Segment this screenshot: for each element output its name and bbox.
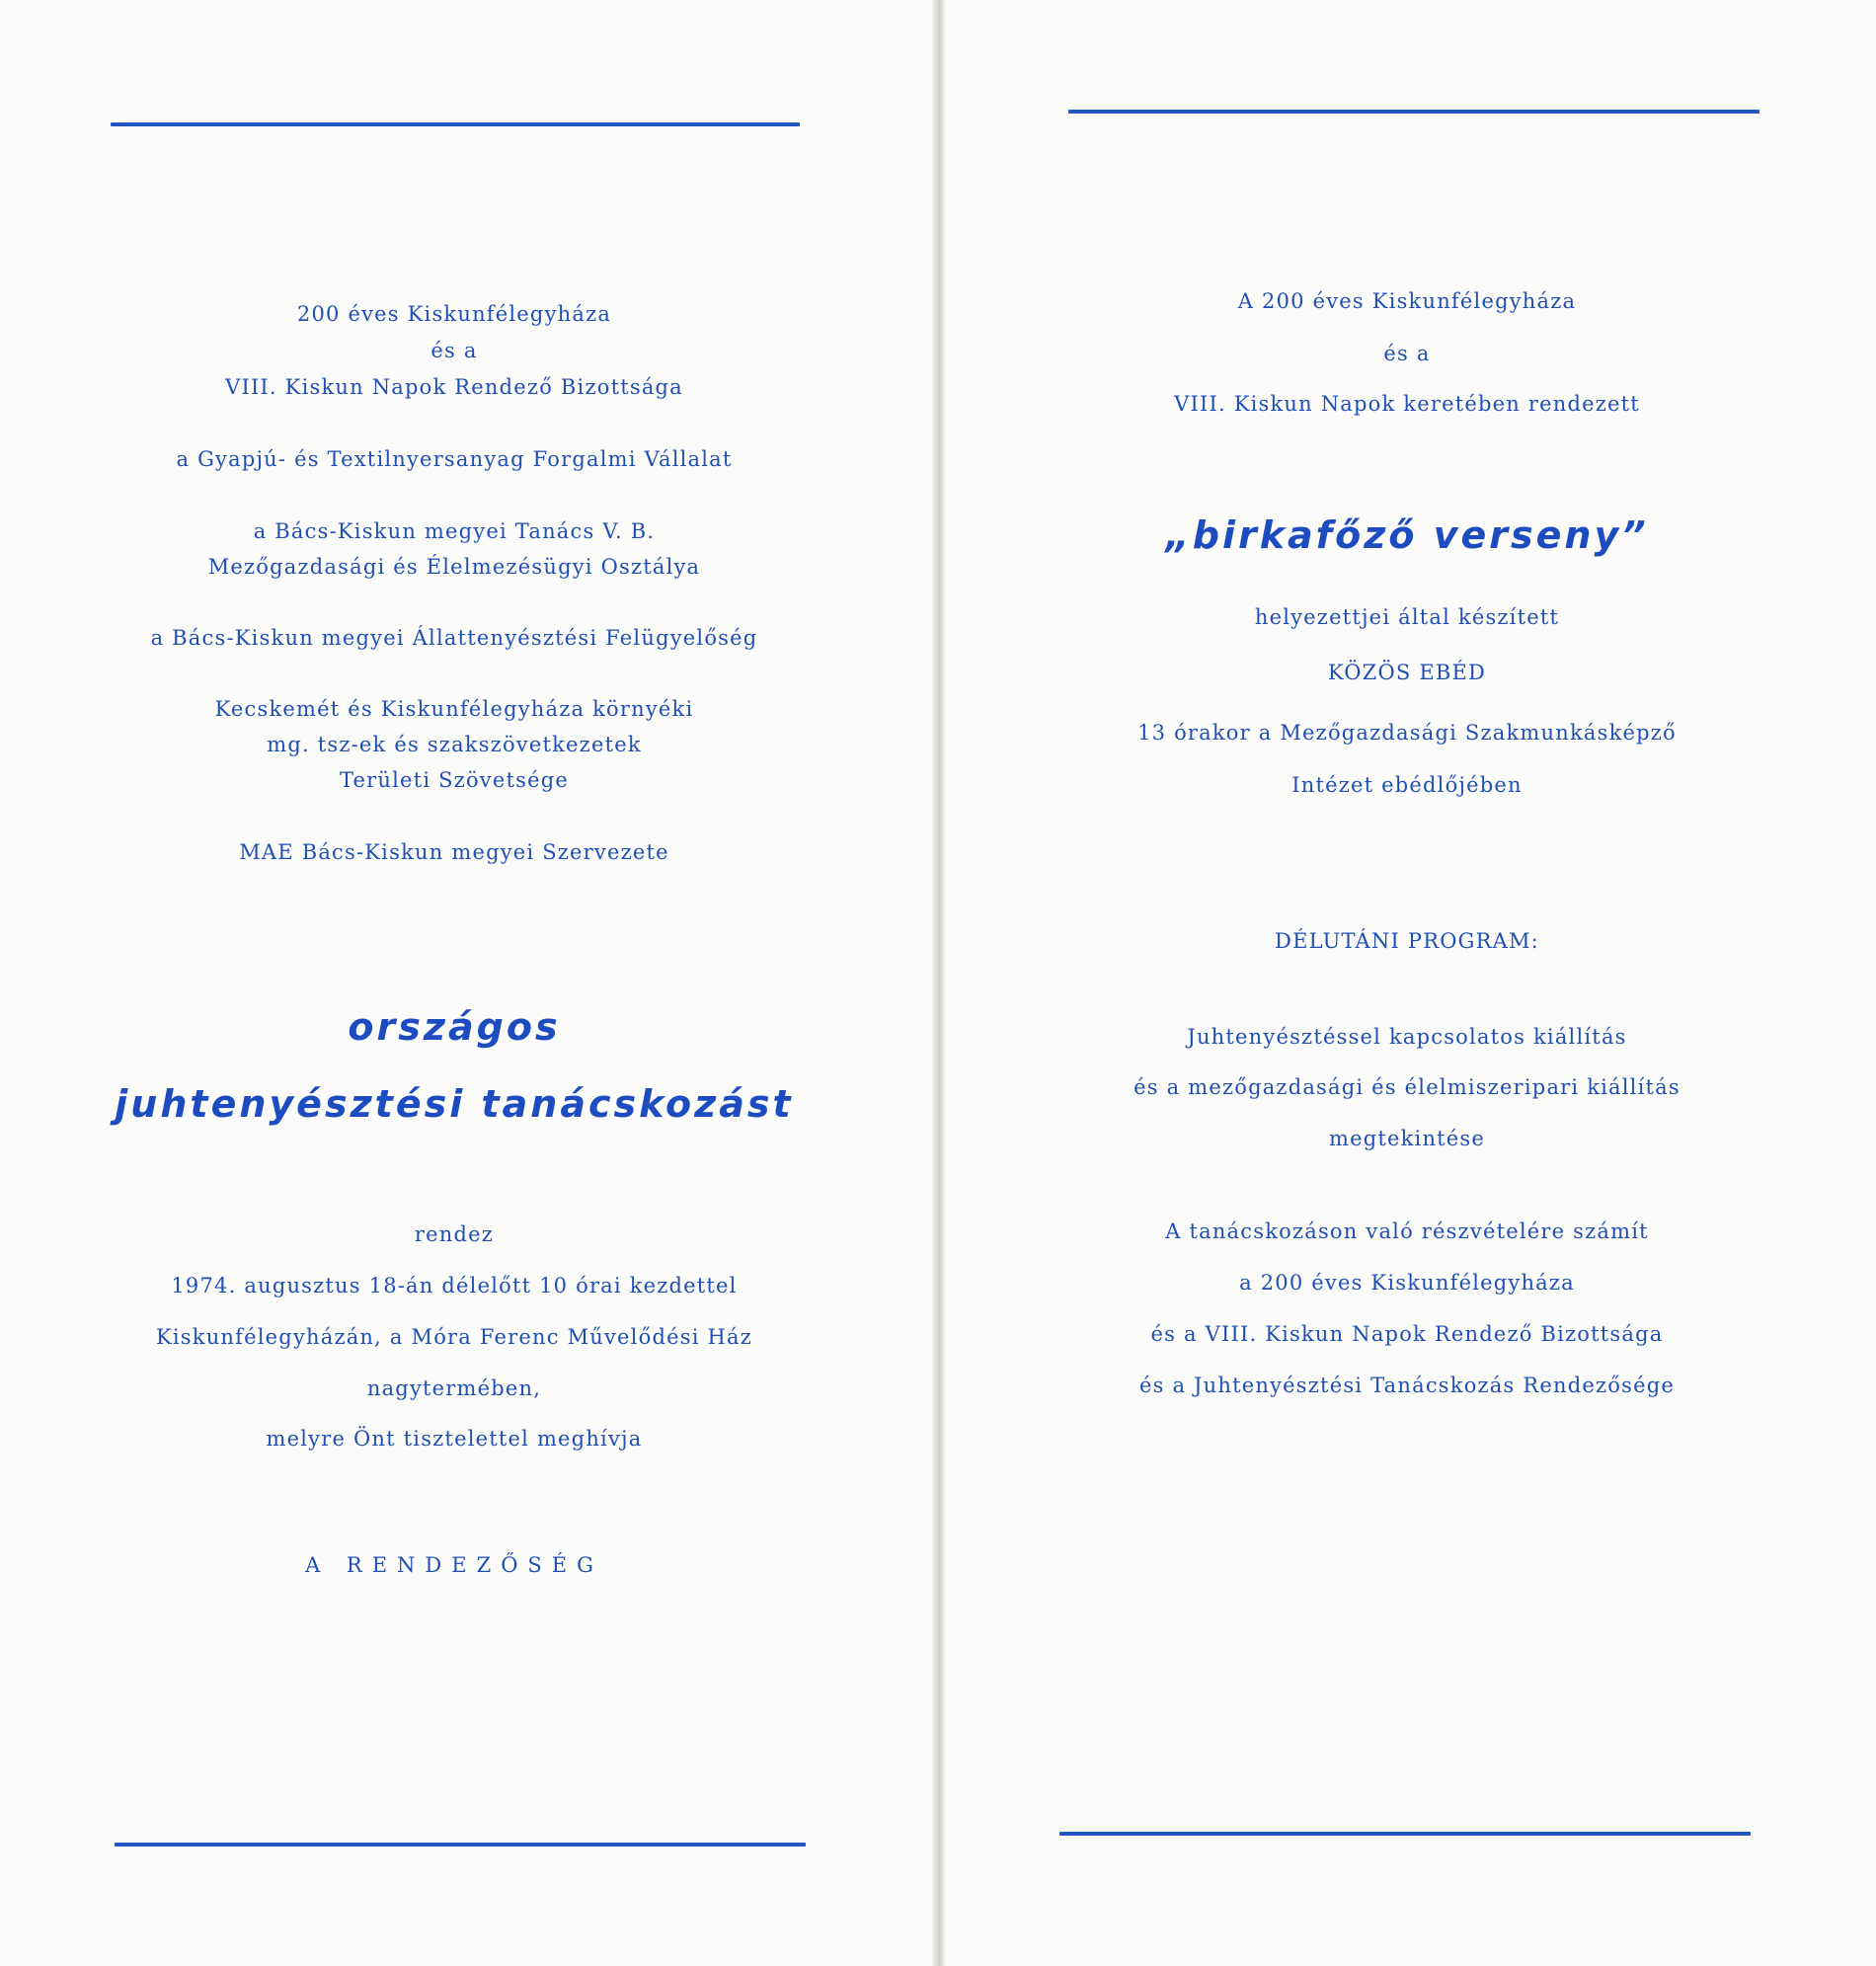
left-body-line-4: nagytermében, bbox=[366, 1376, 542, 1400]
afternoon-heading: DÉLUTÁNI PROGRAM: bbox=[1275, 929, 1539, 953]
left-header-line-10: Területi Szövetsége bbox=[339, 768, 570, 792]
right-top-rule bbox=[1068, 110, 1759, 114]
left-header-line-1: 200 éves Kiskunfélegyháza bbox=[296, 302, 612, 326]
left-header-line-2: és a bbox=[430, 339, 478, 362]
page-fold bbox=[932, 0, 946, 1966]
signature: A RENDEZŐSÉG bbox=[305, 1553, 603, 1577]
closing-line-3: és a VIII. Kiskun Napok Rendező Bizottsága bbox=[1150, 1322, 1664, 1346]
left-body-line-3: Kiskunfélegyházán, a Móra Ferenc Művelődési Ház bbox=[156, 1325, 752, 1349]
right-lunch-line-4: Intézet ebédlőjében bbox=[1291, 773, 1523, 797]
left-body-line-5: melyre Önt tisztelettel meghívja bbox=[266, 1427, 643, 1451]
event-title-line-1: országos bbox=[348, 1005, 561, 1049]
right-page bbox=[1052, 0, 1762, 1966]
left-header-line-9: mg. tsz-ek és szakszövetkezetek bbox=[267, 733, 642, 756]
left-header-line-6: Mezőgazdasági és Élelmezésügyi Osztálya bbox=[207, 555, 701, 579]
left-header-line-5: a Bács-Kiskun megyei Tanács V. B. bbox=[253, 519, 656, 543]
right-header-line-1: A 200 éves Kiskunfélegyháza bbox=[1237, 289, 1577, 313]
closing-line-4: és a Juhtenyésztési Tanácskozás Rendezősége bbox=[1138, 1374, 1675, 1397]
competition-title: „birkafőző verseny” bbox=[1165, 513, 1649, 557]
left-header-line-4: a Gyapjú- és Textilnyersanyag Forgalmi Vállalat bbox=[176, 447, 733, 471]
closing-line-2: a 200 éves Kiskunfélegyháza bbox=[1239, 1271, 1575, 1295]
closing-line-1: A tanácskozáson való részvételére számít bbox=[1165, 1219, 1649, 1243]
left-header-line-7: a Bács-Kiskun megyei Állattenyésztési Felügyelőség bbox=[150, 626, 758, 650]
right-header-line-2: és a bbox=[1383, 342, 1431, 365]
right-bottom-rule bbox=[1059, 1832, 1751, 1836]
left-header-line-3: VIII. Kiskun Napok Rendező Bizottsága bbox=[225, 375, 683, 399]
afternoon-line-3: megtekintése bbox=[1328, 1127, 1486, 1150]
right-lunch-line-3: 13 órakor a Mezőgazdasági Szakmunkásképző bbox=[1137, 721, 1677, 745]
right-header-line-3: VIII. Kiskun Napok keretében rendezett bbox=[1174, 392, 1640, 416]
event-title-line-2: juhtenyésztési tanácskozást bbox=[115, 1082, 794, 1126]
left-bottom-rule bbox=[115, 1843, 806, 1847]
afternoon-line-1: Juhtenyésztéssel kapcsolatos kiállítás bbox=[1187, 1025, 1627, 1049]
left-body-line-2: 1974. augusztus 18-án délelőtt 10 órai kezdettel bbox=[171, 1274, 738, 1298]
left-header-line-11: MAE Bács-Kiskun megyei Szervezete bbox=[239, 840, 669, 864]
left-top-rule bbox=[111, 122, 800, 126]
left-body-line-1: rendez bbox=[414, 1222, 495, 1246]
right-lunch-line-2: KÖZÖS EBÉD bbox=[1327, 661, 1487, 684]
afternoon-line-2: és a mezőgazdasági és élelmiszeripari kiállítás bbox=[1133, 1075, 1681, 1099]
right-lunch-line-1: helyezettjei által készített bbox=[1254, 605, 1560, 629]
left-header-line-8: Kecskemét és Kiskunfélegyháza környéki bbox=[214, 697, 694, 721]
left-page bbox=[99, 0, 810, 1966]
